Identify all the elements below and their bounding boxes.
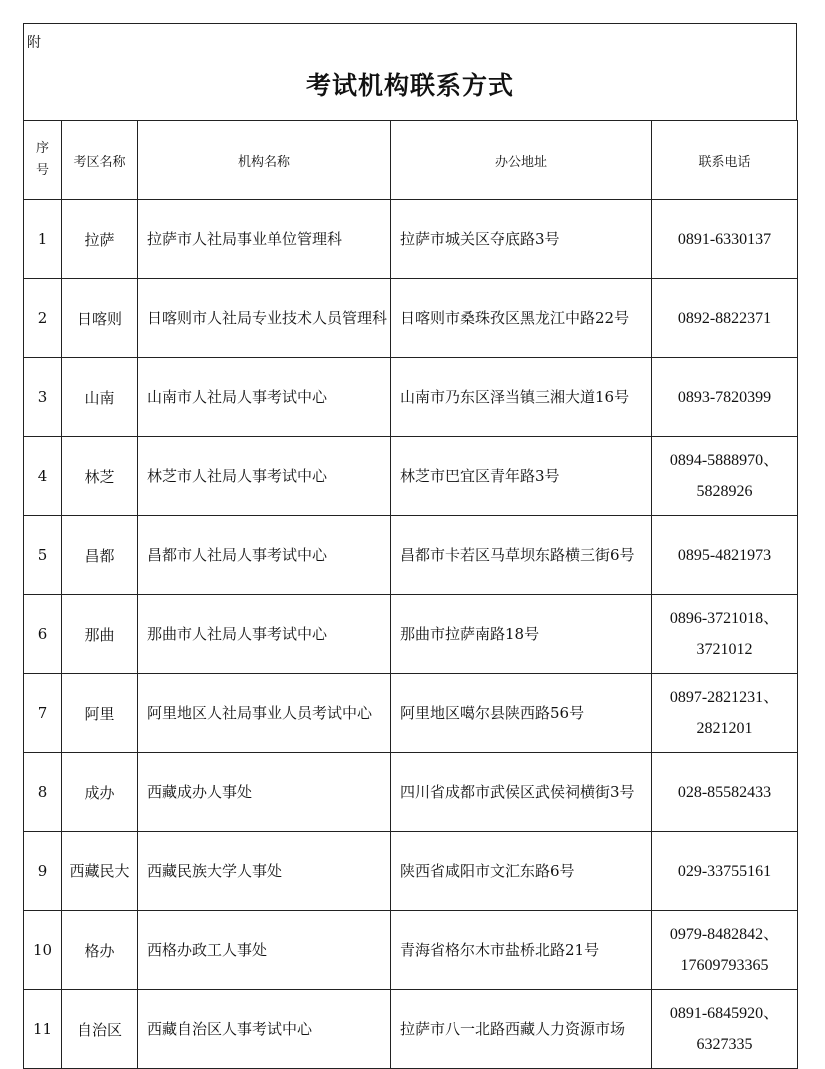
row-phone: 0895-4821973 [652, 516, 798, 595]
row-org-name: 山南市人社局人事考试中心 [138, 358, 391, 437]
row-number: 5 [24, 516, 62, 595]
row-org-name: 拉萨市人社局事业单位管理科 [138, 200, 391, 279]
table-row [24, 437, 798, 516]
header-tel: 联系电话 [652, 121, 798, 200]
row-address: 林芝市巴宜区青年路3号 [391, 437, 652, 516]
table-row [24, 595, 798, 674]
row-area-name: 林芝 [62, 437, 138, 516]
table-row [24, 279, 798, 358]
row-phone: 0892-8822371 [652, 279, 798, 358]
row-org-name: 阿里地区人社局事业人员考试中心 [138, 674, 391, 753]
row-area-name: 那曲 [62, 595, 138, 674]
row-phone: 0891-6330137 [652, 200, 798, 279]
document-header [23, 23, 797, 120]
row-address: 昌都市卡若区马草坝东路横三街6号 [391, 516, 652, 595]
row-area-name: 西藏民大 [62, 832, 138, 911]
row-address: 日喀则市桑珠孜区黑龙江中路22号 [391, 279, 652, 358]
row-phone: 0893-7820399 [652, 358, 798, 437]
row-address: 拉萨市城关区夺底路3号 [391, 200, 652, 279]
row-number: 6 [24, 595, 62, 674]
document [23, 23, 797, 1069]
row-area-name: 拉萨 [62, 200, 138, 279]
row-org-name: 林芝市人社局人事考试中心 [138, 437, 391, 516]
row-area-name: 山南 [62, 358, 138, 437]
row-area-name: 格办 [62, 911, 138, 990]
row-number: 11 [24, 990, 62, 1069]
row-org-name: 西藏自治区人事考试中心 [138, 990, 391, 1069]
row-number: 7 [24, 674, 62, 753]
row-phone: 029-33755161 [652, 832, 798, 911]
table-row [24, 990, 798, 1069]
table-body [24, 200, 798, 1069]
header-org: 机构名称 [138, 121, 391, 200]
row-phone: 0979-8482842、17609793365 [652, 911, 798, 990]
row-number: 4 [24, 437, 62, 516]
row-phone: 0894-5888970、5828926 [652, 437, 798, 516]
row-org-name: 昌都市人社局人事考试中心 [138, 516, 391, 595]
page-title: 考试机构联系方式 [305, 71, 514, 100]
row-number: 3 [24, 358, 62, 437]
row-address: 山南市乃东区泽当镇三湘大道16号 [391, 358, 652, 437]
row-org-name: 西藏民族大学人事处 [138, 832, 391, 911]
table-row [24, 516, 798, 595]
header-area: 考区名称 [62, 121, 138, 200]
row-address: 陕西省咸阳市文汇东路6号 [391, 832, 652, 911]
row-number: 1 [24, 200, 62, 279]
row-phone: 0897-2821231、2821201 [652, 674, 798, 753]
row-org-name: 日喀则市人社局专业技术人员管理科 [138, 279, 391, 358]
row-org-name: 西格办政工人事处 [138, 911, 391, 990]
row-area-name: 阿里 [62, 674, 138, 753]
row-address: 阿里地区噶尔县陕西路56号 [391, 674, 652, 753]
row-phone: 0891-6845920、6327335 [652, 990, 798, 1069]
row-org-name: 那曲市人社局人事考试中心 [138, 595, 391, 674]
table-row [24, 753, 798, 832]
row-area-name: 昌都 [62, 516, 138, 595]
row-area-name: 日喀则 [62, 279, 138, 358]
row-area-name: 成办 [62, 753, 138, 832]
row-address: 那曲市拉萨南路18号 [391, 595, 652, 674]
header-no [24, 121, 62, 200]
row-phone: 0896-3721018、3721012 [652, 595, 798, 674]
row-number: 9 [24, 832, 62, 911]
contact-table [23, 120, 798, 1069]
table-row [24, 674, 798, 753]
table-row [24, 832, 798, 911]
row-number: 10 [24, 911, 62, 990]
table-row [24, 200, 798, 279]
row-address: 青海省格尔木市盐桥北路21号 [391, 911, 652, 990]
row-number: 8 [24, 753, 62, 832]
header-addr: 办公地址 [391, 121, 652, 200]
table-row [24, 358, 798, 437]
attachment-label: 附 [27, 35, 41, 51]
table-header-row [24, 121, 798, 200]
row-phone: 028-85582433 [652, 753, 798, 832]
table-row [24, 911, 798, 990]
row-org-name: 西藏成办人事处 [138, 753, 391, 832]
row-number: 2 [24, 279, 62, 358]
row-area-name: 自治区 [62, 990, 138, 1069]
header-no-label: 序号 [35, 141, 49, 178]
row-address: 四川省成都市武侯区武侯祠横街3号 [391, 753, 652, 832]
row-address: 拉萨市八一北路西藏人力资源市场 [391, 990, 652, 1069]
